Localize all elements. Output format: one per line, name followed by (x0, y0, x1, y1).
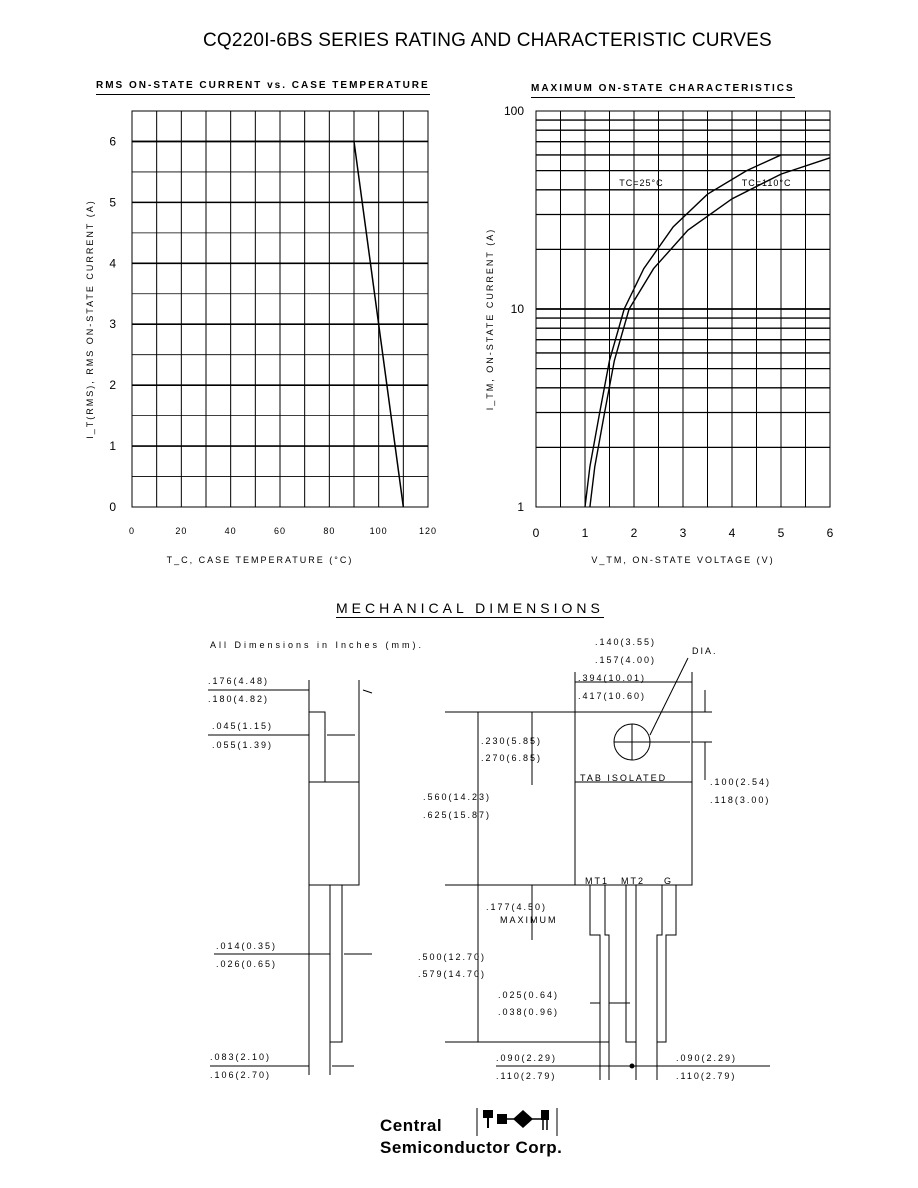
dim-394: .394(10.01) (578, 673, 647, 683)
dim-270: .270(6.85) (481, 753, 543, 763)
page-title: CQ220I-6BS SERIES RATING AND CHARACTERISTIC CURVES (203, 30, 772, 51)
dim-083: .083(2.10) (210, 1052, 272, 1062)
x-tick-label: 6 (826, 526, 834, 540)
chart-2-title: MAXIMUM ON-STATE CHARACTERISTICS (531, 83, 795, 98)
x-axis-label: T_C, CASE TEMPERATURE (°C) (166, 555, 354, 565)
x-tick-label: 4 (728, 526, 736, 540)
dim-625: .625(15.87) (423, 810, 492, 820)
company-logo (380, 1100, 640, 1170)
x-tick-label: 0 (532, 526, 540, 540)
x-tick-label: 100 (369, 526, 388, 536)
dim-500: .500(12.70) (418, 952, 487, 962)
lead-mt2 (626, 885, 636, 1042)
dim-579: .579(14.70) (418, 969, 487, 979)
y-axis-label: I_T(RMS), RMS ON-STATE CURRENT (A) (85, 199, 95, 439)
logo-symbol-icon (475, 1102, 565, 1138)
mechanical-title: MECHANICAL DIMENSIONS (336, 600, 604, 616)
dim-110b: .110(2.79) (676, 1071, 737, 1081)
y-tick-label: 4 (109, 256, 116, 271)
pin-mt2-label: MT2 (621, 876, 645, 886)
dim-417: .417(10.60) (578, 691, 647, 701)
dim-014: .014(0.35) (216, 941, 278, 951)
dim-045: .045(1.15) (212, 721, 274, 731)
x-tick-label: 40 (224, 526, 237, 536)
side-body (309, 782, 359, 885)
dim-025: .025(0.64) (498, 990, 560, 1000)
dimension-note: All Dimensions in Inches (mm). (210, 640, 425, 650)
logo-line-1: Central (380, 1116, 443, 1135)
tab-isolated-label: TAB ISOLATED (580, 773, 668, 783)
dim-100: .100(2.54) (710, 777, 772, 787)
side-lead (330, 885, 342, 1042)
x-axis-label: V_TM, ON-STATE VOLTAGE (V) (591, 555, 775, 565)
dim-055: .055(1.39) (212, 740, 274, 750)
logo-line-2: Semiconductor Corp. (380, 1138, 563, 1157)
y-axis-label: I_TM, ON-STATE CURRENT (A) (485, 227, 495, 411)
dim-176: .176(4.48) (208, 676, 270, 686)
side-tab (309, 712, 325, 782)
lead-g (657, 885, 676, 1042)
pin-mt1-label: MT1 (585, 876, 609, 886)
dim-106: .106(2.70) (210, 1070, 272, 1080)
x-tick-label: 5 (777, 526, 785, 540)
y-tick-label: 0 (109, 500, 116, 514)
dim-090a: .090(2.29) (496, 1053, 558, 1063)
x-tick-label: 80 (323, 526, 336, 536)
x-tick-label: 1 (581, 526, 589, 540)
lead-mt1 (590, 885, 609, 1042)
x-tick-label: 20 (175, 526, 188, 536)
x-tick-label: 120 (418, 526, 438, 536)
dim-118: .118(3.00) (710, 795, 771, 805)
dim-maximum: MAXIMUM (500, 915, 558, 925)
y-tick-label: 100 (503, 104, 524, 118)
dim-560: .560(14.23) (423, 792, 492, 802)
x-tick-label: 2 (630, 526, 638, 540)
series-annotation-110: TC=110°C (741, 177, 792, 188)
front-body (575, 782, 692, 885)
y-tick-label: 10 (510, 302, 524, 316)
dim-dia: DIA. (692, 646, 718, 656)
y-tick-label: 5 (109, 195, 116, 210)
series-annotation-25: TC=25°C (619, 177, 664, 188)
chart-1-title: RMS ON-STATE CURRENT vs. CASE TEMPERATURE (96, 80, 430, 95)
dim-090b: .090(2.29) (676, 1053, 738, 1063)
y-tick-label: 2 (109, 378, 116, 393)
y-tick-label: 6 (109, 134, 116, 149)
y-tick-label: 1 (109, 439, 116, 454)
dim-230: .230(5.85) (481, 736, 543, 746)
x-tick-label: 0 (128, 526, 136, 536)
dim-180: .180(4.82) (208, 694, 270, 704)
dim-110a: .110(2.79) (496, 1071, 557, 1081)
front-tab (575, 712, 692, 782)
x-tick-label: 3 (679, 526, 687, 540)
y-tick-label: 1 (517, 500, 524, 514)
dim-038: .038(0.96) (498, 1007, 560, 1017)
dim-140: .140(3.55) (595, 637, 657, 647)
y-tick-label: 3 (109, 317, 116, 332)
dim-026: .026(0.65) (216, 959, 278, 969)
x-tick-label: 60 (273, 526, 287, 536)
dim-157: .157(4.00) (595, 655, 657, 665)
pin-g-label: G (664, 876, 674, 886)
dim-177: .177(4.50) (486, 902, 548, 912)
